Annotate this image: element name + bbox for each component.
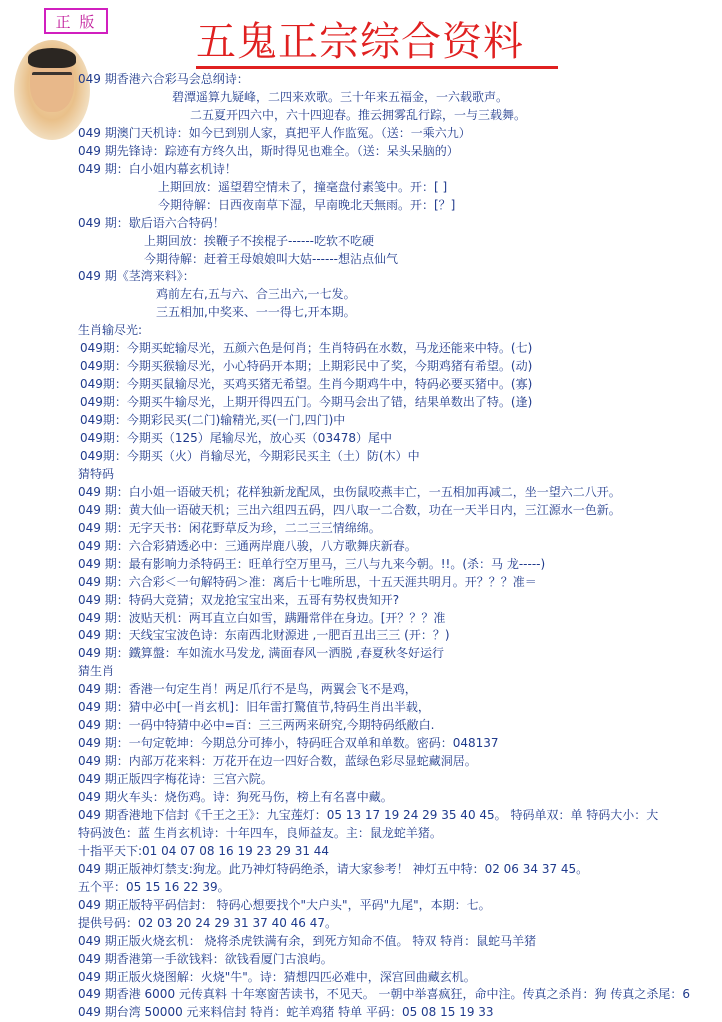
content-line: 生肖输尽光: <box>78 323 143 338</box>
content-line: 特码波色：蓝 生肖玄机诗：十年四车，良师益友。主：鼠龙蛇羊猪。 <box>78 825 442 840</box>
content-line: 049期：今期彩民买(二门)输精光,买(一门,四门)中 <box>80 413 346 428</box>
content-line: 猜生肖 <box>78 664 115 679</box>
content-line: 上期回放：挨鞭子不挨棍子------吃软不吃硬 <box>144 233 374 248</box>
content-line: 049 期香港地下信封《千王之王》：九宝莲灯：05 13 17 19 24 29 35 40 45。 特码单双：单 特码大小：大 <box>78 807 659 822</box>
content-line: 049 期《茎湾来料》： <box>78 269 195 284</box>
content-line: 十指平天下:01 04 07 08 16 19 23 29 31 44 <box>78 843 330 858</box>
content-line: 049期：今期买（火）肖输尽光，今期彩民买主（土）防(木）中 <box>80 448 420 463</box>
content-line: 三五相加,中奖来、一一得七,开本期。 <box>156 305 356 320</box>
content-line: 049期：今期买牛输尽光，上期开得四五门。今期马会出了错，结果单数出了特。(逢) <box>80 395 533 410</box>
content-line: 049 期香港六合彩马会总纲诗： <box>78 72 249 86</box>
content-line: 今期待解：赶着王母娘娘叫大姑------想沾点仙气 <box>144 251 398 266</box>
content-line: 049 期正版火烧图解：火烧"牛"。诗：猜想四匹必难中，深宫回曲藏玄机。 <box>78 969 476 984</box>
content-line: 049 期：猜中必中[一肖玄机]：旧年雷打驚值节,特码生肖出半载， <box>78 700 430 715</box>
content-line: 049 期：特码大竞猜；双龙抢宝宝出来，五哥有势权贵知开? <box>78 592 400 607</box>
content-line: 049 期：一码中特猜中必中=百：三三两两来研究,今期特码纸敝白. <box>78 718 435 733</box>
content-line: 049 期：波贴天机：两耳直立白如雪，蹒跚常伴在身边。[开？？？准 <box>78 610 446 625</box>
content-line: 049期：今期买鼠输尽光，买鸡买猪无希望。生肖今期鸡牛中，特码必要买猪中。(寡) <box>80 377 533 392</box>
portrait-glasses <box>32 72 72 83</box>
content-line: 049 期：最有影响力杀特码王：旺单行空万里马，三八与九来今朝。!!。(杀：马 龙-----) <box>78 556 546 571</box>
content-line: 049 期：六合彩猜透必中：三通两岸鹿八骏，八方歌舞庆新春。 <box>78 538 417 553</box>
content-line: 049 期火车头：烧伤鸡。诗：狗死马伤，榜上有名喜中藏。 <box>78 790 393 804</box>
content-line: 049 期正版四字梅花诗：三宫六院。 <box>78 772 273 787</box>
content-line: 049期：今期买蛇输尽光，五颜六色是何肖；生肖特码在水数，马龙还能来中特。(七) <box>80 341 533 356</box>
content-line: 049 期：六合彩＜一句解特码＞准：离后十七唯所思，十五天涯共明月。开？？？准＝ <box>78 574 537 589</box>
content-line: 049 期：香港一句定生肖！两足爪行不是鸟，两翼会飞不是鸡， <box>78 682 417 697</box>
content-line: 碧潭遥算九疑峰，二四来欢歌。三十年来五福金，一六载歌声。 <box>172 89 509 104</box>
content-line: 049 期：无字天书：闲花野草反为珍，二二三三情绵绵。 <box>78 520 381 535</box>
content-line: 049 期：歇后语六合特码！ <box>78 215 225 230</box>
portrait-hair <box>28 48 76 68</box>
content-line: 049期：今期买猴输尽光，小心特码开本期；上期彩民中了奖，今期鸡猪有希望。(动) <box>80 359 533 374</box>
content-line: 049 期正版特平码信封： 特码心想要找个"大户头"，平码"九尾"，本期：七。 <box>78 897 491 912</box>
page-title: 五鬼正宗综合资料 <box>196 19 524 65</box>
content-line: 049 期澳门天机诗：如今已到别人家，真把平人作监冤。（送：一乘六九） <box>78 125 471 140</box>
content-line: 049 期台湾 50000 元来料信封 特肖：蛇羊鸡猪 特单 平码：05 08 15 19 33 <box>78 1005 494 1020</box>
content-line: 鸡前左右,五与六、合三出六,一七发。 <box>156 287 356 302</box>
content-line: 049 期正版神灯禁支:狗龙。此乃神灯特码绝杀，请大家参考！ 神灯五中特：02 06 34 37 45。 <box>78 861 589 876</box>
content-line: 049 期正版火烧玄机： 烧将杀虎铁满有余，到死方知命不值。 特双 特肖：鼠蛇马羊猪 <box>78 933 537 948</box>
content-line: 049期：今期买（125）尾输尽光，放心买（03478）尾中 <box>80 431 392 445</box>
content-line: 049 期：内部万花来料：万花开在边一四好合数，蓝绿色彩尽显蛇藏洞居。 <box>78 754 477 769</box>
content-line: 049 期香港 6000 元传真料 十年寒窗苦读书，不见天。 一朝中举喜疯狂，命中注。传真之杀肖：狗 传真之杀尾：6 <box>78 987 690 1002</box>
content-line: 上期回放：遥望碧空情未了，撞毫盘付素笺中。开：[ ] <box>158 179 448 194</box>
content-line: 049 期：白小姐一语破天机；花样独新龙配凤，虫伤鼠咬燕丰亡，一五相加再减二，坐一望六二八开。 <box>78 484 621 499</box>
content-line: 今期待解：日西夜南草下湿，早南晚北天無雨。开：[？] <box>158 197 456 212</box>
content-line: 049 期：白小姐内幕玄机诗！ <box>78 161 237 176</box>
content-line: 提供号码：02 03 20 24 29 31 37 40 46 47。 <box>78 915 338 930</box>
genuine-version-badge: 正 版 <box>44 8 108 34</box>
title-underline <box>196 66 558 69</box>
content-line: 049 期：一句定乾坤：今期总分可捧小，特码旺合双单和单数。密码：048137 <box>78 736 499 751</box>
content-line: 五个平：05 15 16 22 39。 <box>78 879 230 894</box>
content-line: 二五夏开四六中，六十四迎春。推云拥雾乱行踪，一与三载舞。 <box>190 107 527 122</box>
content-line: 049 期香港第一手欲钱料：欲钱看厦门古浪屿。 <box>78 951 333 966</box>
content-line: 049 期先锋诗：踪迹有方终久出，斯时得见也难全。（送：呆头呆脑的） <box>78 143 459 158</box>
content-line: 049 期：黄大仙一语破天机；三出六组四五码，四八取一二合数，功在一天半日内，三江源水一色新。 <box>78 502 621 517</box>
content-line: 049 期：天线宝宝波色诗：东南西北财源进 ,一肥百丑出三三 (开：？) <box>78 628 450 643</box>
content-line: 049 期：鐵算盤：车如流水马发龙, 满面春风一洒脱 ,春夏秋冬好运行 <box>78 646 444 661</box>
content-line: 猜特码 <box>78 466 115 481</box>
